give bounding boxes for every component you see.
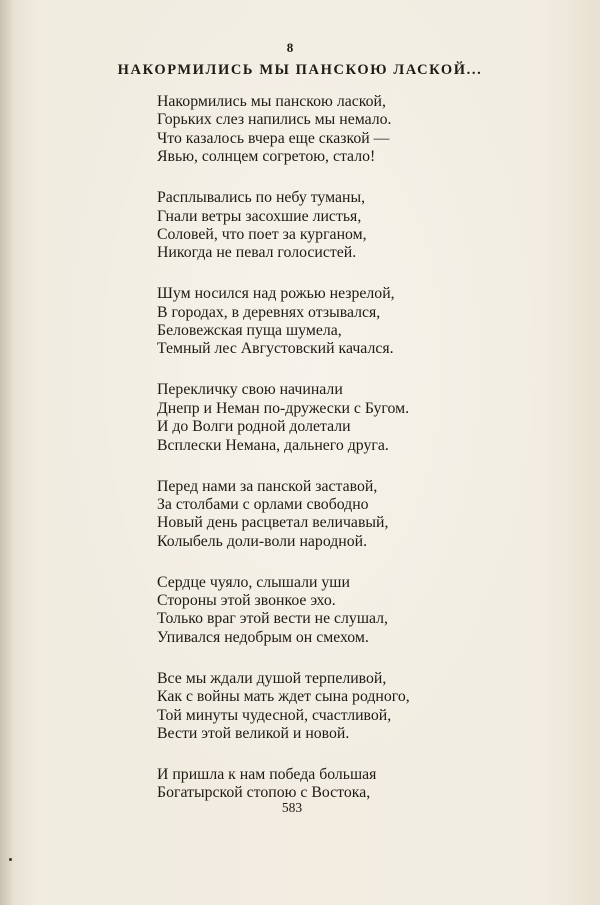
poem-body bbox=[157, 93, 577, 825]
poem-line: Перед нами за панской заставой, bbox=[157, 477, 378, 495]
print-speck bbox=[9, 858, 12, 861]
page-number: 583 bbox=[281, 800, 303, 815]
poem-line: И пришла к нам победа большая bbox=[157, 765, 377, 783]
stanza bbox=[157, 670, 577, 744]
poem-line: Темный лес Августовский качался. bbox=[157, 340, 394, 358]
poem-line: Никогда не певал голосистей. bbox=[157, 244, 357, 262]
poem-line: Колыбель доли-воли народной. bbox=[157, 532, 368, 550]
poem-line: Накормились мы панскою лаской, bbox=[157, 93, 386, 110]
poem-line: Шум носился над рожью незрелой, bbox=[157, 285, 395, 303]
stanza bbox=[157, 189, 577, 263]
poem-line: Новый день расцветал величавый, bbox=[157, 514, 389, 532]
poem-line: Перекличку свою начинали bbox=[157, 381, 343, 399]
poem-line: Беловежская пуща шумела, bbox=[157, 322, 342, 340]
stanza bbox=[157, 766, 577, 803]
stanza bbox=[157, 381, 577, 455]
poem-line: Расплывались по небу туманы, bbox=[157, 189, 366, 207]
poem-line: Всплески Немана, дальнего друга. bbox=[157, 436, 389, 454]
poem-line: Упивался недобрым он смехом. bbox=[157, 628, 369, 646]
poem-line: Как с войны мать ждет сына родного, bbox=[157, 688, 410, 706]
stanza bbox=[157, 285, 577, 359]
stanza bbox=[157, 574, 577, 648]
poem-line: Вести этой великой и новой. bbox=[157, 724, 350, 742]
poem-line: Все мы ждали душой терпеливой, bbox=[157, 669, 387, 687]
poem-line: Богатырской стопою с Востока, bbox=[157, 784, 371, 802]
poem-line: В городах, в деревнях отзывался, bbox=[157, 303, 381, 321]
poem-number: 8 bbox=[286, 40, 294, 55]
poem-line: За столбами с орлами свободно bbox=[157, 495, 369, 513]
poem-line: Что казалось вчера еще сказкой — bbox=[157, 129, 390, 147]
stanza bbox=[157, 478, 577, 552]
poem-line: И до Волги родной долетали bbox=[157, 418, 351, 436]
poem-line: Только враг этой вести не слушал, bbox=[157, 610, 388, 628]
poem-line: Днепр и Неман по-дружески с Бугом. bbox=[157, 399, 410, 417]
page-gutter-shadow bbox=[0, 0, 14, 905]
poem-line: Сердце чуяло, слышали уши bbox=[157, 573, 350, 591]
poem-line: Той минуты чудесной, счастливой, bbox=[157, 706, 392, 724]
stanza bbox=[157, 93, 577, 167]
poem-line: Соловей, что поет за курганом, bbox=[157, 225, 367, 243]
poem-line: Горьких слез напились мы немало. bbox=[157, 111, 392, 129]
poem-title: НАКОРМИЛИСЬ МЫ ПАНСКОЮ ЛАСКОЙ... bbox=[117, 62, 483, 78]
poem-line: Явью, солнцем согретою, стало! bbox=[157, 148, 376, 166]
poem-line: Стороны этой звонкое эхо. bbox=[157, 592, 336, 610]
poem-line: Гнали ветры засохшие листья, bbox=[157, 207, 362, 225]
